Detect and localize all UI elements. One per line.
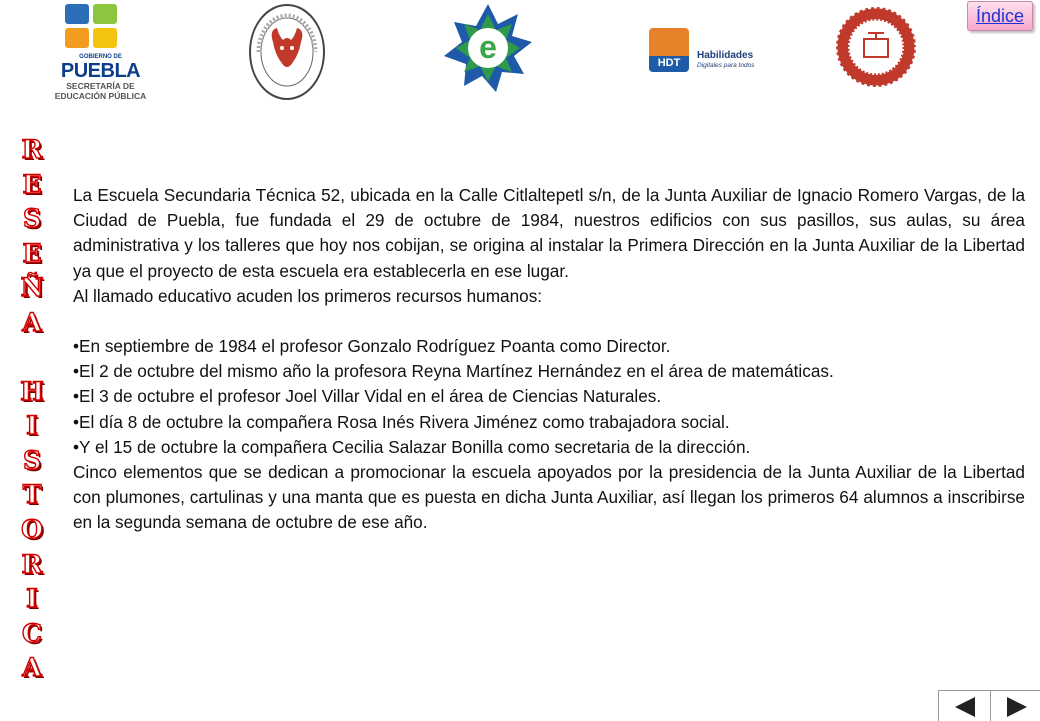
- side-title-letter: E: [22, 169, 42, 199]
- header-logos: [0, 0, 1040, 110]
- history-paragraph-2: Al llamado educativo acuden los primeros recursos humanos:: [73, 285, 543, 306]
- bullet-item: •En septiembre de 1984 el profesor Gonzalo Rodríguez Poanta como Director.: [73, 336, 671, 357]
- history-paragraph-3: Cinco elementos que se dedican a promocionar la escuela apoyados por la presidencia de la Junta Auxiliar de la Libertad con plumones, cartulinas y una manta que es puesta en dicha Junta Auxiliar, así llegan los primeros 64 alumnos a inscribirse en la segunda semana de octubre de ese año.: [73, 462, 1025, 533]
- side-title-letter: R: [21, 135, 43, 164]
- side-title-letter: A: [22, 307, 42, 337]
- puebla-sub1: SECRETARÍA DE: [66, 81, 135, 91]
- history-paragraph-1: La Escuela Secundaria Técnica 52, ubicada en la Calle Citlaltepetl s/n, de la Junta Auxiliar de Ignacio Romero Vargas, de la Ciudad de Puebla, fue fundada el 29 de octubre de 1984, nuestros edificios con sus pasillos, sus aulas, su área administrativa y los talleres que hoy nos cobijan, se origina al instalar la Primera Dirección en la Junta Auxiliar de la Libertad ya que el proyecto de esta escuela era establecerla en ese lugar.: [73, 185, 1025, 281]
- puebla-tiles-icon: [65, 4, 125, 54]
- side-title-letter: I: [26, 584, 38, 614]
- e-star-logo: [440, 2, 536, 94]
- side-title-resena-historica: [14, 133, 50, 686]
- bullet-item: •El día 8 de octubre la compañera Rosa Inés Rivera Jiménez como trabajadora social.: [73, 411, 730, 432]
- previous-slide-button[interactable]: [938, 690, 992, 721]
- hdt-title: Habilidades: [697, 50, 754, 61]
- side-title-letter: S: [22, 445, 42, 475]
- side-title-letter: R: [21, 549, 43, 579]
- side-title-letter: H: [20, 376, 44, 406]
- side-title-letter: C: [22, 618, 42, 648]
- bullet-item: •Y el 15 de octubre la compañera Cecilia Salazar Bonilla como secretaria de la dirección.: [73, 436, 751, 457]
- bullet-item: •El 3 de octubre el profesor Joel Villar Vidal en el área de Ciencias Naturales.: [73, 386, 662, 407]
- side-title-letter: A: [22, 653, 42, 683]
- index-button[interactable]: Índice: [967, 1, 1033, 31]
- side-title-letter: O: [21, 514, 43, 544]
- side-title-letter: E: [22, 238, 42, 268]
- red-gear-logo: [833, 2, 919, 92]
- history-text: [73, 183, 1025, 536]
- puebla-title: PUEBLA: [60, 60, 141, 82]
- bullet-item: •El 2 de octubre del mismo año la profesora Reyna Martínez Hernández en el área de matemáticas.: [73, 361, 834, 382]
- hdt-icon: [649, 28, 689, 72]
- puebla-sub2: EDUCACIÓN PÚBLICA: [54, 91, 147, 101]
- side-title-letter: Ñ: [20, 273, 44, 303]
- side-title-letter: T: [22, 480, 42, 510]
- triangle-left-icon: [953, 696, 977, 718]
- puebla-gov-text: GOBIERNO DE: [79, 54, 122, 60]
- escuela-tecnica-seal: [247, 2, 327, 102]
- triangle-right-icon: [1005, 696, 1029, 718]
- gobierno-puebla-logo: [38, 4, 163, 102]
- hdt-logo: [649, 28, 771, 74]
- svg-text:e: e: [479, 29, 497, 65]
- side-title-letter: I: [26, 411, 38, 441]
- next-slide-button[interactable]: [990, 690, 1040, 721]
- hdt-subtitle: Digitales para todos: [697, 62, 755, 69]
- hdt-box-label: HDT: [657, 57, 681, 69]
- side-title-letter: S: [22, 204, 42, 234]
